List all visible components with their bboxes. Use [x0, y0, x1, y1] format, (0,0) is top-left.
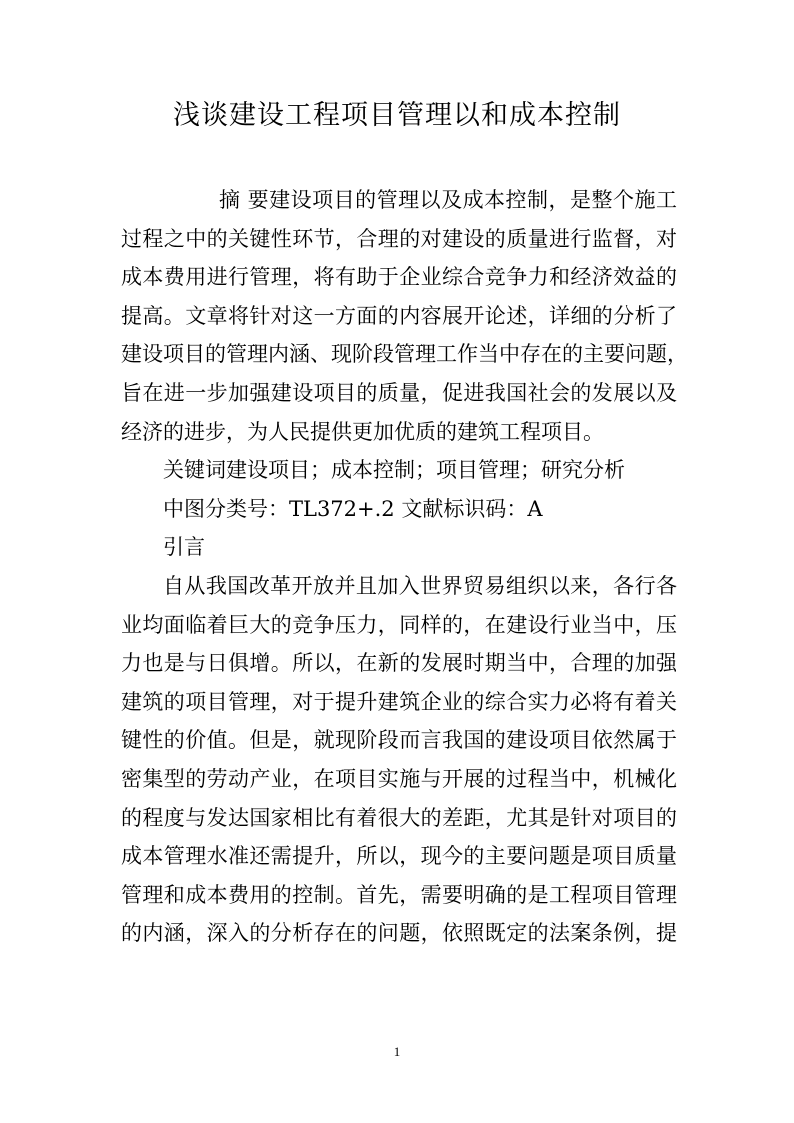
paragraph-line: 管理和成本费用的控制。首先，需要明确的是工程项目管理 — [121, 882, 677, 907]
paragraph-line: 自从我国改革开放并且加入世界贸易组织以来，各行各 — [163, 573, 677, 598]
page-number: 1 — [393, 1044, 401, 1059]
paragraph-line: 业均面临着巨大的竞争压力，同样的，在建设行业当中，压 — [121, 612, 677, 637]
paragraph-line: 的程度与发达国家相比有着很大的差距，尤其是针对项目的 — [121, 805, 677, 830]
keywords-line: 关键词建设项目；成本控制；项目管理；研究分析 — [163, 458, 625, 483]
paragraph-line: 键性的价值。但是，就现阶段而言我国的建设项目依然属于 — [121, 728, 677, 753]
paragraph-line: 的内涵，深入的分析存在的问题，依照既定的法案条例，提 — [121, 921, 677, 946]
paragraph-line: 力也是与日俱增。所以，在新的发展时期当中，合理的加强 — [121, 651, 677, 676]
document-body — [121, 181, 688, 953]
paragraph-line: 建筑的项目管理，对于提升建筑企业的综合实力必将有着关 — [121, 689, 677, 714]
paragraph-line: 密集型的劳动产业，在项目实施与开展的过程当中，机械化 — [121, 766, 677, 791]
abstract-line: 经济的进步，为人民提供更加优质的建筑工程项目。 — [121, 419, 604, 444]
paragraph-line: 成本管理水准还需提升，所以，现今的主要问题是项目质量 — [121, 844, 677, 869]
abstract-line: 过程之中的关键性环节，合理的对建设的质量进行监督，对 — [121, 226, 677, 251]
section-heading-introduction: 引言 — [163, 535, 205, 560]
document-title: 浅谈建设工程项目管理以和成本控制 — [173, 100, 621, 131]
abstract-line: 摘 要建设项目的管理以及成本控制，是整个施工 — [219, 188, 677, 212]
abstract-line: 旨在进一步加强建设项目的质量，促进我国社会的发展以及 — [121, 380, 677, 405]
classification-line: 中图分类号：TL372+.2 文献标识码：A — [163, 496, 543, 521]
abstract-line: 成本费用进行管理，将有助于企业综合竞争力和经济效益的 — [121, 265, 677, 290]
abstract-line: 提高。文章将针对这一方面的内容展开论述，详细的分析了 — [121, 303, 677, 328]
abstract-line: 建设项目的管理内涵、现阶段管理工作当中存在的主要问题， — [121, 342, 688, 367]
